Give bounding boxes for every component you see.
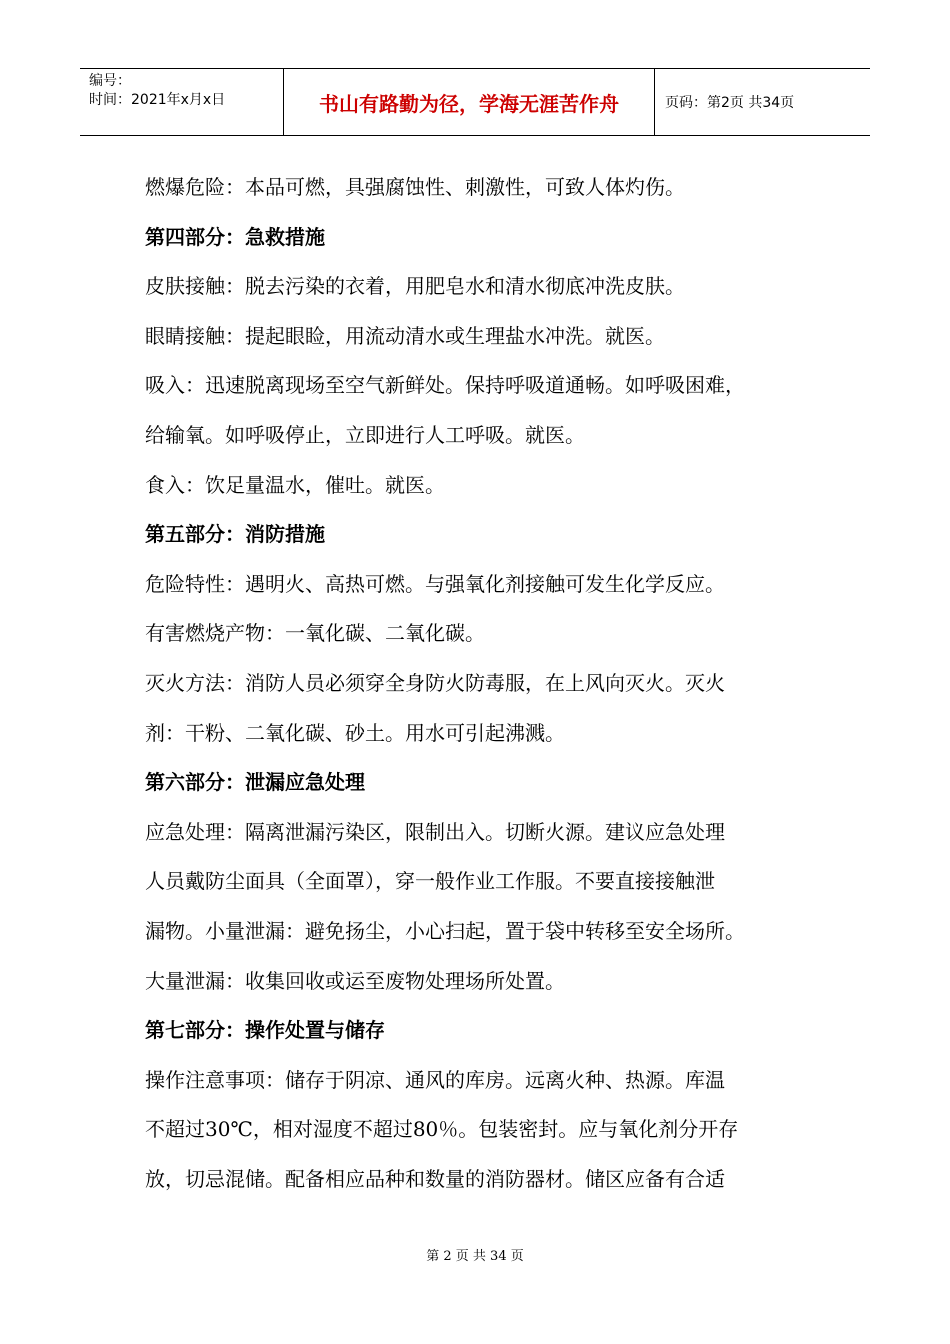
section-heading: 第五部分：消防措施 [145,522,325,547]
body-text-line: 不超过30℃，相对湿度不超过80％。包装密封。应与氧化剂分开存 [145,1117,739,1142]
page-footer: 第 2 页 共 34 页 [426,1249,524,1264]
body-text-line: 灭火方法：消防人员必须穿全身防火防毒服，在上风向灭火。灭火 [145,670,725,695]
body-text-line: 燃爆危险：本品可燃，具强腐蚀性、刺激性，可致人体灼伤。 [145,175,685,199]
header-motto: 书山有路勤为径，学海无涯苦作舟 [283,69,655,135]
body-text-line: 应急处理：隔离泄漏污染区，限制出入。切断火源。建议应急处理 [145,819,725,844]
section-heading: 第六部分：泄漏应急处理 [145,770,365,795]
body-text-line: 人员戴防尘面具（全面罩），穿一般作业工作服。不要直接接触泄 [145,869,715,894]
body-text-line: 吸入：迅速脱离现场至空气新鲜处。保持呼吸道通畅。如呼吸困难， [145,373,745,398]
body-text-line: 食入：饮足量温水，催吐。就医。 [145,472,445,497]
section-heading: 第七部分：操作处置与储存 [145,1018,385,1043]
body-text-line: 皮肤接触：脱去污染的衣着，用肥皂水和清水彻底冲洗皮肤。 [145,274,685,299]
header-page-info: 页码：第2页 共34页 [665,95,795,111]
body-text-line: 操作注意事项：储存于阴凉、通风的库房。远离火种、热源。库温 [145,1067,725,1092]
body-text-line: 眼睛接触：提起眼睑，用流动清水或生理盐水冲洗。就医。 [145,323,665,348]
body-text-line: 大量泄漏：收集回收或运至废物处理场所处置。 [145,968,565,993]
body-text-line: 漏物。小量泄漏：避免扬尘，小心扫起，置于袋中转移至安全场所。 [145,918,745,943]
section-heading: 第四部分：急救措施 [145,224,325,249]
document-body [145,163,810,1204]
body-text-line: 给输氧。如呼吸停止，立即进行人工呼吸。就医。 [145,422,585,447]
header-meta [80,69,283,135]
document-time: 时间：2021年x月x日 [89,92,226,108]
body-text-line: 危险特性：遇明火、高热可燃。与强氧化剂接触可发生化学反应。 [145,571,725,596]
body-text-line: 剂：干粉、二氧化碳、砂土。用水可引起沸溅。 [145,720,565,745]
page-header [80,68,870,136]
document-number: 编号： [89,73,131,89]
body-text-line: 有害燃烧产物：一氧化碳、二氧化碳。 [145,621,485,646]
body-text-line: 放，切忌混储。配备相应品种和数量的消防器材。储区应备有合适 [145,1166,725,1191]
